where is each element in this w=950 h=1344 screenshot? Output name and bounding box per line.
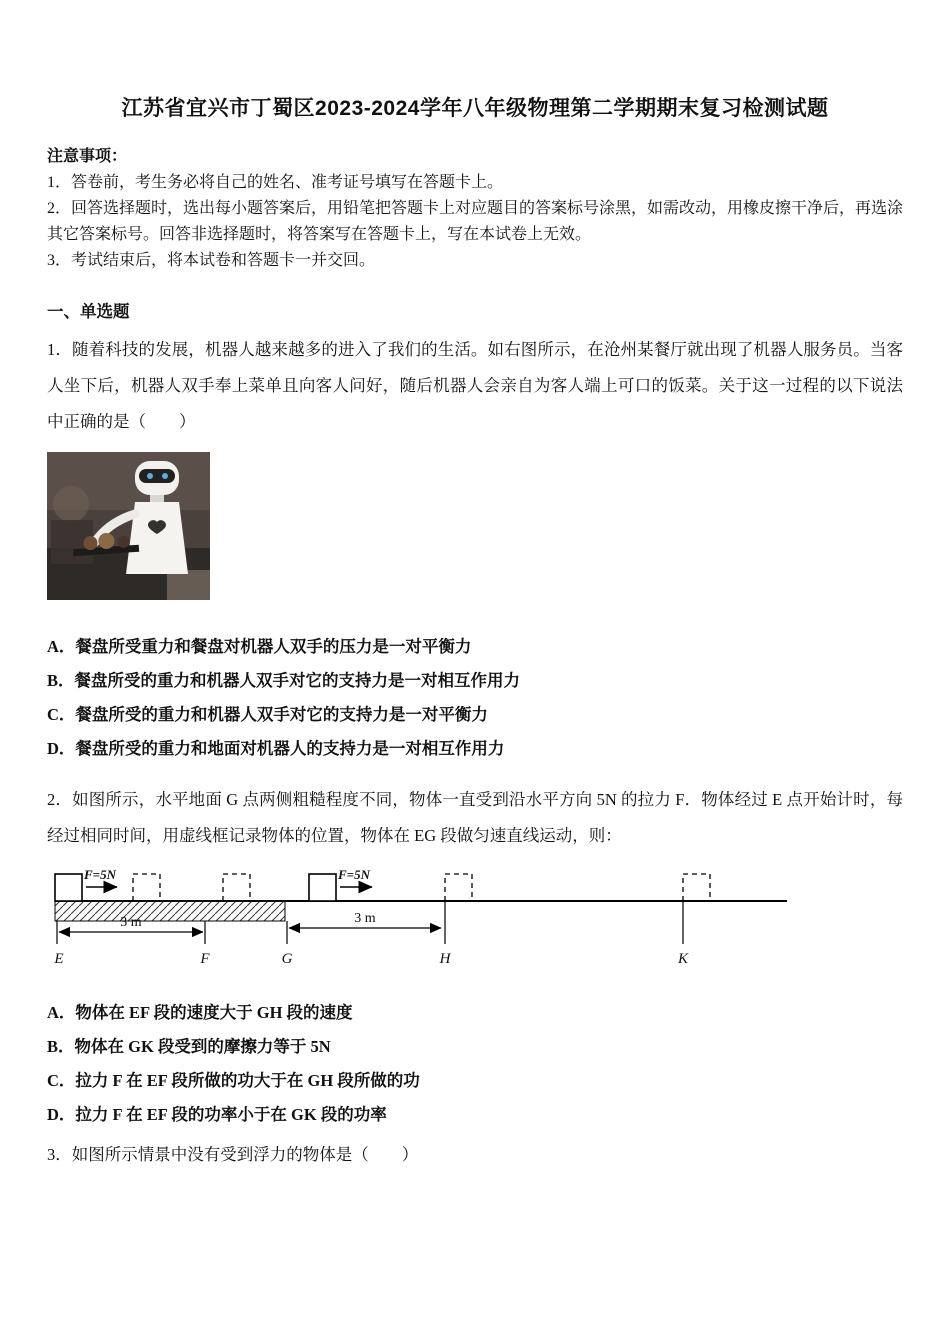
notice-section: [47, 144, 903, 274]
block-at-G: [309, 874, 336, 901]
dashed-position-box-1: [133, 874, 160, 901]
question-2-option-a: A．物体在 EF 段的速度大于 GH 段的速度: [47, 1003, 353, 1022]
question-2-option-c: C．拉力 F 在 EF 段所做的功大于在 GH 段所做的功: [47, 1071, 420, 1090]
point-label-F: F: [200, 951, 210, 967]
dashed-position-box-2: [223, 874, 250, 901]
force-label-1: F=5N: [84, 867, 116, 882]
page-title: 江苏省宜兴市丁蜀区2023-2024学年八年级物理第二学期期末复习检测试题: [121, 97, 829, 120]
point-label-E: E: [54, 951, 64, 967]
notice-item-1: 1．答卷前，考生务必将自己的姓名、准考证号填写在答题卡上。: [47, 174, 504, 191]
question-2-option-d: D．拉力 F 在 EF 段的功率小于在 GK 段的功率: [47, 1105, 387, 1124]
dashed-position-box-K: [683, 874, 710, 901]
motion-diagram: [47, 866, 903, 980]
question-1-options: [47, 630, 903, 766]
block-at-E: [55, 874, 82, 901]
point-label-G: G: [281, 951, 293, 967]
question-2-text: 2．如图所示，水平地面 G 点两侧粗糙程度不同，物体一直受到沿水平方向 5N 的拉力 F．物体经过 E 点开始计时，每经过相同时间，用虚线框记录物体的位置，物体在 EG 段做匀速直线运动，则：: [47, 790, 903, 845]
notice-item-3: 3．考试结束后，将本试卷和答题卡一并交回。: [47, 252, 376, 269]
question-2-option-b: B．物体在 GK 段受到的摩擦力等于 5N: [47, 1037, 331, 1056]
question-1-option-b: B．餐盘所受的重力和机器人双手对它的支持力是一对相互作用力: [47, 671, 521, 690]
question-2-diagram: [47, 866, 903, 980]
question-3-text: 3．如图所示情景中没有受到浮力的物体是（ ）: [47, 1145, 419, 1164]
rough-ground-hatch: [55, 901, 285, 921]
dimension-label-EF: 3 m: [120, 915, 142, 930]
dashed-position-box-H: [445, 874, 472, 901]
section-heading-single-choice: 一、单选题: [47, 302, 130, 321]
robot-waiter-photo: [47, 452, 210, 600]
question-1-figure: [47, 452, 903, 600]
point-label-K: K: [677, 951, 689, 967]
notice-item-2: 2．回答选择题时，选出每小题答案后，用铅笔把答题卡上对应题目的答案标号涂黑，如需改动，用橡皮擦干净后，再选涂其它答案标号。回答非选择题时，将答案写在答题卡上，写在本试卷上无效。: [47, 200, 904, 243]
question-1-text: 1．随着科技的发展，机器人越来越多的进入了我们的生活。如右图所示，在沧州某餐厅就出现了机器人服务员。当客人坐下后，机器人双手奉上菜单且向客人问好，随后机器人会亲自为客人端上可口的饭菜。关于这一过程的以下说法中正确的是（ ）: [47, 340, 903, 431]
dimension-label-GH: 3 m: [354, 911, 376, 926]
question-2-options: [47, 996, 903, 1132]
question-1-option-c: C．餐盘所受的重力和机器人双手对它的支持力是一对平衡力: [47, 705, 488, 724]
force-label-2: F=5N: [338, 867, 370, 882]
notice-heading: 注意事项：: [47, 148, 128, 165]
point-label-H: H: [439, 951, 451, 967]
question-1-option-a: A．餐盘所受重力和餐盘对机器人双手的压力是一对平衡力: [47, 637, 472, 656]
question-1-option-d: D．餐盘所受的重力和地面对机器人的支持力是一对相互作用力: [47, 739, 505, 758]
